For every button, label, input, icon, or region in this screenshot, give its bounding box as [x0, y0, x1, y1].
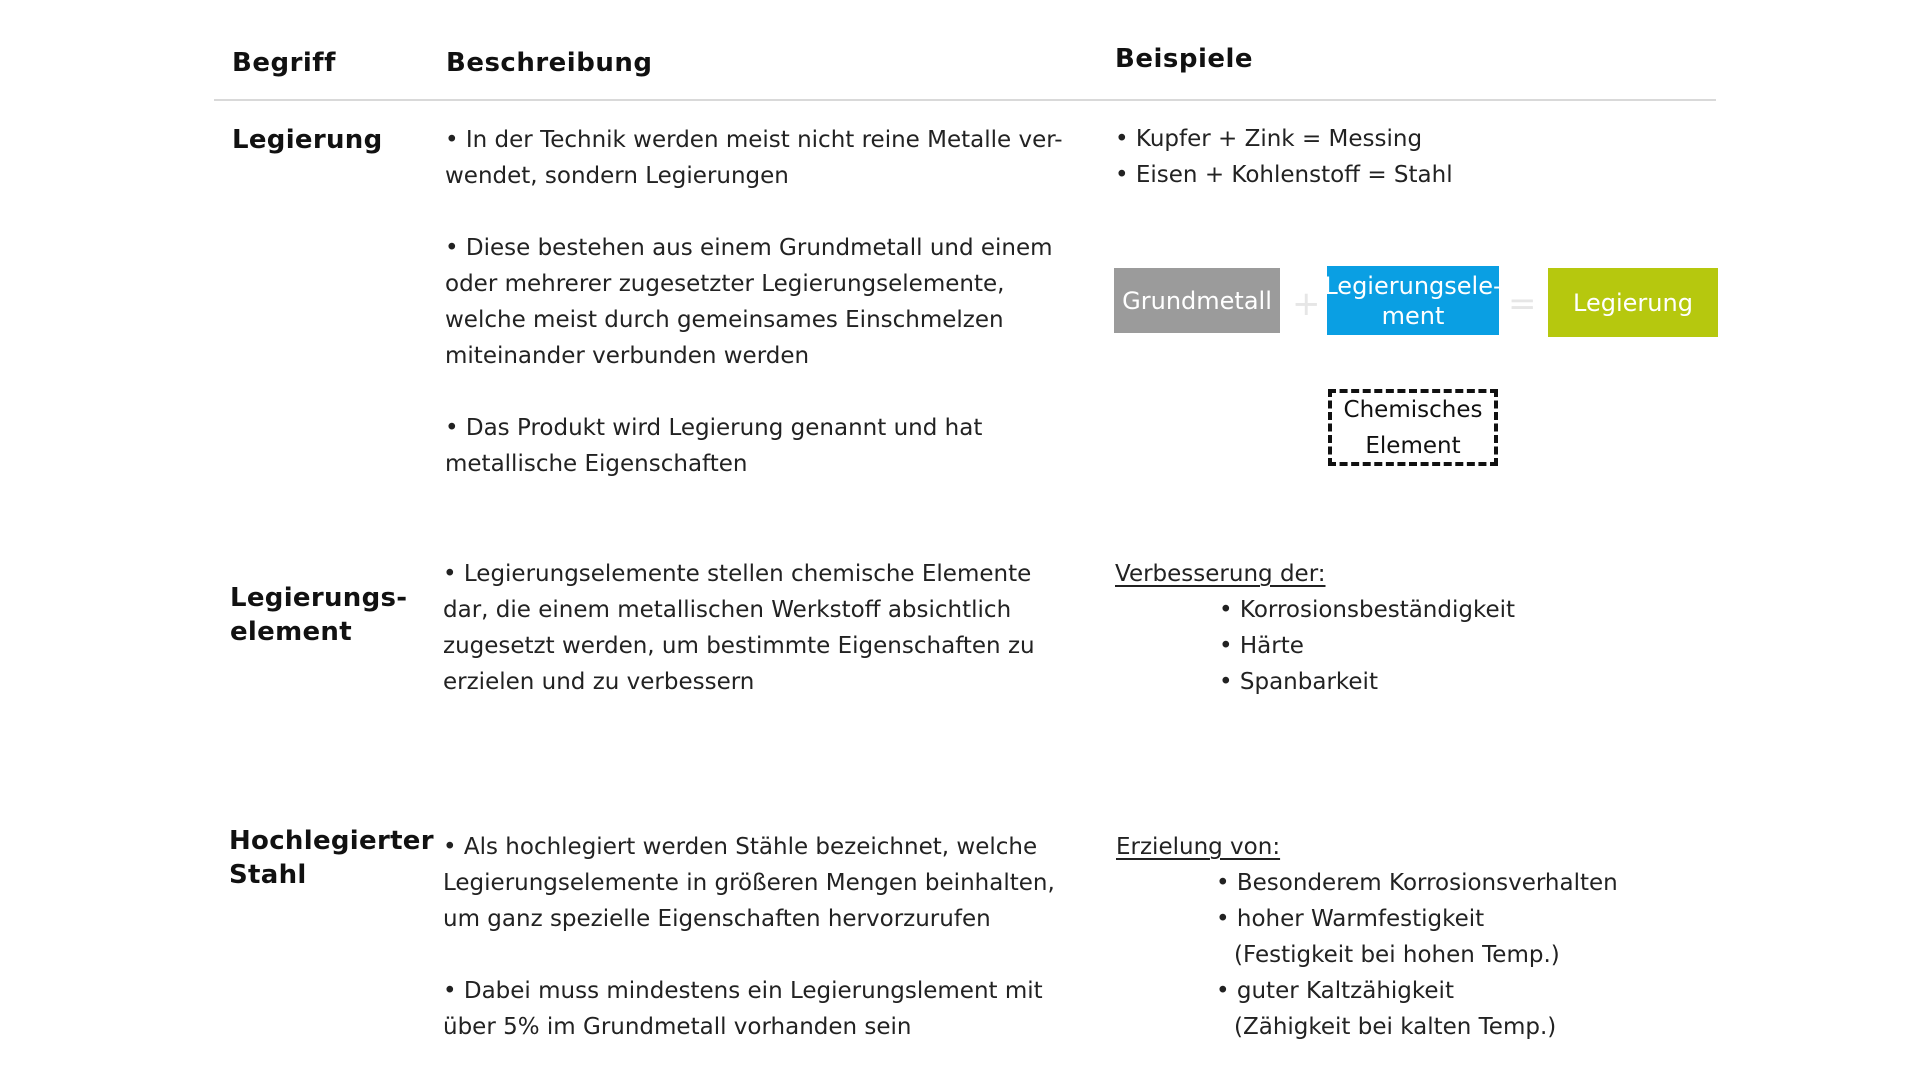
header-divider [214, 99, 1716, 101]
list-item [1216, 973, 1676, 1045]
note-line: Element [1365, 432, 1461, 459]
examples-list [1115, 592, 1675, 700]
examples-hochlegierter-stahl [1116, 829, 1676, 1045]
description-legierung [445, 122, 1067, 482]
description-paragraph: • Legierungselemente stellen chemische Elemente dar, die einem metallischen Werkstoff absichtlich zugesetzt werden, um bestimmte Eigenschaften zu erzielen und zu verbessern [443, 561, 1035, 695]
description-hochlegierter-stahl [443, 829, 1065, 1045]
header-begriff: Begriff [232, 48, 336, 78]
term-line: Stahl [229, 860, 307, 890]
examples-legierung [1115, 121, 1675, 193]
header-beschreibung: Beschreibung [446, 48, 653, 78]
header-beispiele: Beispiele [1115, 44, 1254, 74]
list-item-main: • hoher Warmfestigkeit [1216, 906, 1485, 932]
list-item-sub: (Festigkeit bei hohen Temp.) [1234, 942, 1560, 968]
description-paragraph: • Das Produkt wird Legierung genannt und hat metallische Eigenschaften [445, 415, 983, 477]
list-item: • Härte [1219, 633, 1304, 659]
description-paragraph: • Als hochlegiert werden Stähle bezeichnet, welche Legierungselemente in größeren Mengen beinhalten, um ganz spezielle Eigenschaften hervorzurufen [443, 834, 1055, 932]
examples-title: Erzielung von: [1116, 834, 1281, 860]
example-item: • Kupfer + Zink = Messing [1115, 126, 1423, 152]
box-label-line: ment [1381, 301, 1445, 330]
note-chemisches-element [1328, 389, 1498, 466]
term-line: Legierungs- [230, 583, 408, 613]
examples-title: Verbesserung der: [1115, 561, 1326, 587]
list-item: • Spanbarkeit [1219, 669, 1378, 695]
term-legierungselement [230, 581, 407, 649]
example-item: • Eisen + Kohlenstoff = Stahl [1115, 162, 1453, 188]
list-item: • Korrosionsbeständigkeit [1219, 597, 1516, 623]
description-paragraph: • Dabei muss mindestens ein Legierungslement mit über 5% im Grundmetall vorhanden sein [443, 978, 1043, 1040]
examples-legierungselement [1115, 556, 1675, 700]
plus-sign: + [1292, 284, 1321, 324]
examples-list [1116, 865, 1676, 1045]
note-line: Chemisches [1343, 396, 1483, 423]
term-line: Hochlegierter [229, 826, 434, 856]
box-legierung: Legierung [1548, 268, 1718, 337]
list-item [1216, 865, 1676, 901]
equals-sign: = [1508, 284, 1537, 324]
box-label-line: Legierungsele- [1324, 271, 1502, 300]
description-paragraph: • Diese bestehen aus einem Grundmetall und einem oder mehrerer zugesetzter Legierungselemente, welche meist durch gemeinsames Einschmelzen miteinander verbunden werden [445, 235, 1053, 369]
description-legierungselement [443, 556, 1065, 700]
term-line: element [230, 617, 352, 647]
term-legierung: Legierung [232, 125, 383, 155]
box-grundmetall: Grundmetall [1114, 268, 1280, 333]
list-item [1216, 901, 1676, 973]
list-item-sub: (Zähigkeit bei kalten Temp.) [1234, 1014, 1557, 1040]
box-legierungselement [1324, 266, 1502, 335]
list-item-main: • Besonderem Korrosionsverhalten [1216, 870, 1618, 896]
list-item-main: • guter Kaltzähigkeit [1216, 978, 1454, 1004]
description-paragraph: • In der Technik werden meist nicht reine Metalle ver-wendet, sondern Legierungen [445, 127, 1063, 189]
term-hochlegierter-stahl [229, 824, 434, 892]
